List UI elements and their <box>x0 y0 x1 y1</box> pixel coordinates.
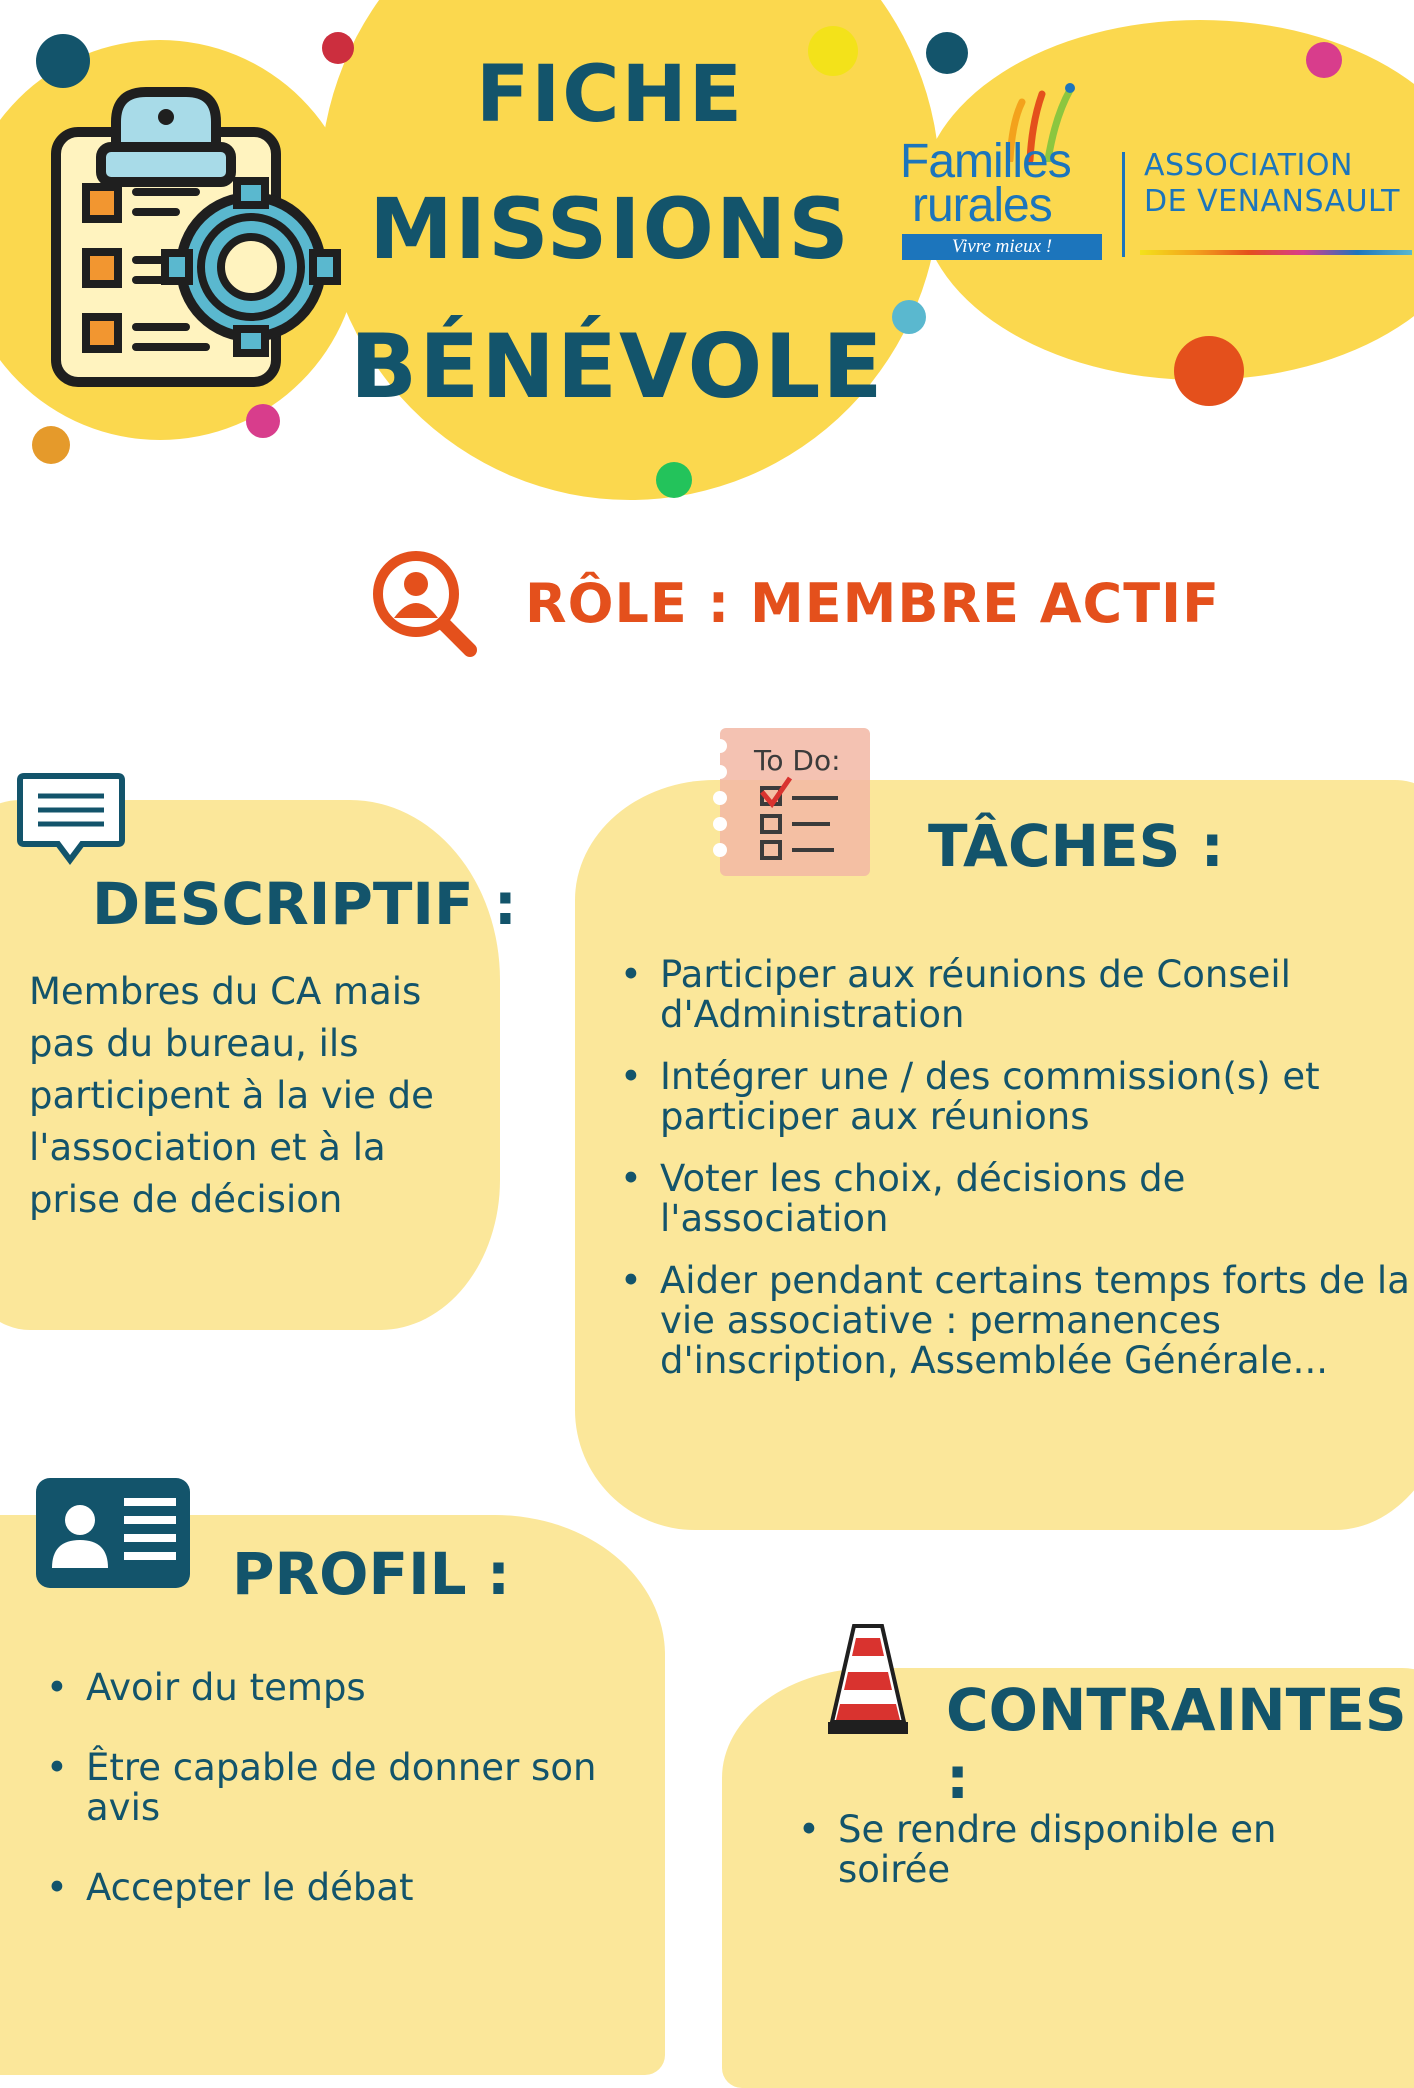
profil-list <box>44 1668 644 1930</box>
profil-title: PROFIL : <box>232 1540 511 1608</box>
clipboard-checklist-icon <box>46 62 346 392</box>
descriptif-line: l'association et à la <box>29 1126 386 1169</box>
title-line-2: MISSIONS <box>369 180 851 278</box>
taches-item: • Voter les choix, décisions de l'association <box>618 1159 1414 1239</box>
logo-rainbow-bar <box>1140 250 1412 255</box>
todo-list-icon <box>706 726 874 878</box>
role-title: RÔLE : MEMBRE ACTIF <box>525 572 1221 635</box>
descriptif-line: prise de décision <box>29 1178 343 1221</box>
todo-label: To Do: <box>754 744 841 777</box>
title-line-3: BÉNÉVOLE <box>350 315 885 418</box>
dot-pink <box>1306 42 1342 78</box>
contraintes-item: • Se rendre disponible en soirée <box>796 1810 1356 1890</box>
taches-item: • Aider pendant certains temps forts de la vie associative : permanences d'inscription, Assemblée Générale... <box>618 1261 1414 1381</box>
taches-list <box>618 955 1414 1403</box>
familles-rurales-logo <box>900 82 1414 262</box>
profil-item: • Avoir du temps <box>44 1668 644 1708</box>
logo-brand-line2: rurales <box>912 179 1052 232</box>
descriptif-text <box>29 966 489 1226</box>
dot-cyan <box>892 300 926 334</box>
profil-item: • Accepter le débat <box>44 1868 644 1908</box>
taches-item: • Participer aux réunions de Conseil d'Administration <box>618 955 1414 1035</box>
search-user-icon <box>370 548 480 660</box>
chat-message-icon <box>16 768 126 868</box>
descriptif-line: participent à la vie de <box>29 1074 434 1117</box>
dot-green <box>656 462 692 498</box>
taches-item: • Intégrer une / des commission(s) et participer aux réunions <box>618 1057 1414 1137</box>
dot-navy-2 <box>926 32 968 74</box>
dot-orange <box>1174 336 1244 406</box>
descriptif-line: pas du bureau, ils <box>29 1022 359 1065</box>
logo-association-line2: DE VENANSAULT <box>1144 184 1400 219</box>
logo-association-line1: ASSOCIATION <box>1144 148 1353 183</box>
dot-amber <box>32 426 70 464</box>
dot-pink-2 <box>246 404 280 438</box>
traffic-cone-icon <box>826 1624 910 1736</box>
profil-item: • Être capable de donner son avis <box>44 1748 644 1828</box>
contraintes-list <box>796 1810 1356 1912</box>
id-card-icon <box>36 1478 190 1588</box>
logo-brand-line1: Familles <box>900 135 1071 188</box>
descriptif-title: DESCRIPTIF : <box>92 870 518 938</box>
contraintes-title: CONTRAINTES : <box>946 1676 1407 1812</box>
title-line-1: FICHE <box>475 50 745 140</box>
descriptif-line: Membres du CA mais <box>29 970 422 1013</box>
logo-divider <box>1122 152 1125 257</box>
taches-title: TÂCHES : <box>928 812 1224 880</box>
logo-tagline: Vivre mieux ! <box>902 234 1102 260</box>
